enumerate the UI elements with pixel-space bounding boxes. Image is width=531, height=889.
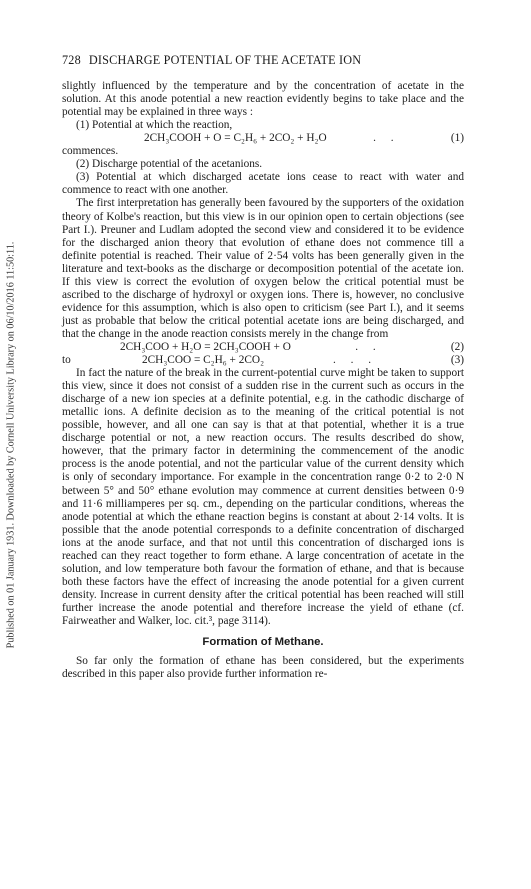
list-item-1: (1) Potential at which the reaction, [76, 119, 233, 132]
page-number: 728 [62, 53, 81, 67]
list-item-2: (2) Discharge potential of the acetanions. [76, 158, 263, 171]
equation-3-lead: to [62, 354, 71, 367]
equation-3-formula: 2CH₃COO = C₂H₆ + 2CO₂ [142, 354, 265, 367]
running-title: DISCHARGE POTENTIAL OF THE ACETATE ION [88, 53, 362, 67]
paragraph-commences: commences. [62, 145, 119, 158]
equation-2-leader: . . [355, 340, 382, 353]
section-heading: Formation of Methane. [202, 636, 324, 649]
equation-1-formula: 2CH₃COOH + O = C₂H₆ + 2CO₂ + H₂O [144, 132, 327, 145]
equation-1-leader: . . [373, 132, 400, 145]
equation-1-number: (1) [450, 132, 464, 145]
download-stamp-text: Published on 01 January 1931. Downloaded by Cornell University Library on 06/10/2016 11:50:11. [5, 241, 17, 649]
equation-3-number: (3) [450, 354, 464, 367]
page-content [62, 54, 464, 681]
equation-1 [62, 132, 464, 145]
paragraph-interpretation: The first interpretation has generally been favoured by the supporters of the oxidation theory of Kolbe's reaction, but this view is in our opinion open to certain objections (see Part I.). Preuner and Ludlam adopted the second view and considered it to be evidence for the discharged anion theory that evolution of ethane does not commence till a definite potential is reached. Their value of 2·54 volts has been generally given in the literature and text-books as the discharge or decomposition potential of the acetate ion. If this view is correct the evolution of oxygen below the critical potential must be ascribed to the discharge of hydroxyl or oxygen ions. There is, however, no conclusive evidence for this assumption, which is also open to criticism (see Part I.), and it seems just as probable that below the critical potential acetate ions are being discharged, and that the change in the anode reaction consists merely in the change from [62, 197, 464, 340]
equation-3-leader: . . . [332, 354, 378, 367]
paragraph-intro: slightly influenced by the temperature and by the concentration of acetate in the solution. At this anode potential a new reaction evidently begins to take place and the potential may be explained in three ways : [62, 80, 464, 119]
paragraph-break-nature: In fact the nature of the break in the current-potential curve might be taken to support this view, since it does not consist of a sudden rise in the current such as occurs in the discharge of a new ion species at a definite potential, e.g. in the cathodic discharge of metallic ions. A definite decision as to the meaning of the critical potential is not possible, however, and all one can say is that at that potential, whether it is a true discharge potential or not, a new reaction occurs. The results described do show, however, that the primary factor in determining the commencement of the anodic process is the anode potential, and not the particular value of the current density which is only of secondary importance. For example in the concentration range 0·2 to 2·0 N between 5° and 50° ethane evolution may commence at current densities between 0·9 and 11·6 milliamperes per sq. cm., depending on the particular conditions, whereas the anode potential at which the ethane reaction begins is constant at about 2·14 volts. It is possible that the anode potential corresponds to a definite concentration of discharged ions at the anode surface, and that not until this concentration of discharged ions is reached can they react together to form ethane. A large concentration of acetate in the solution, and low temperature both favour the formation of ethane, and that is because both these factors have the effect of increasing the anode potential for a given current density. Increase in current density after the critical potential has been reached will still further increase the anode potential and therefore increase the yield of ethane (cf. Fairweather and Walker, loc. cit.³, page 3114). [62, 367, 464, 627]
equation-2 [62, 341, 464, 354]
equation-2-formula: 2CH₃COO + H₂O = 2CH₃COOH + O [120, 340, 291, 353]
download-stamp [0, 0, 22, 889]
running-header [62, 54, 464, 67]
paragraph-methane: So far only the formation of ethane has been considered, but the experiments described in this paper also provide further information re- [62, 655, 464, 681]
list-item-3: (3) Potential at which discharged acetate ions cease to react with water and commence to react with one another. [62, 171, 464, 197]
equation-3 [62, 354, 464, 367]
equation-2-number: (2) [450, 340, 464, 353]
